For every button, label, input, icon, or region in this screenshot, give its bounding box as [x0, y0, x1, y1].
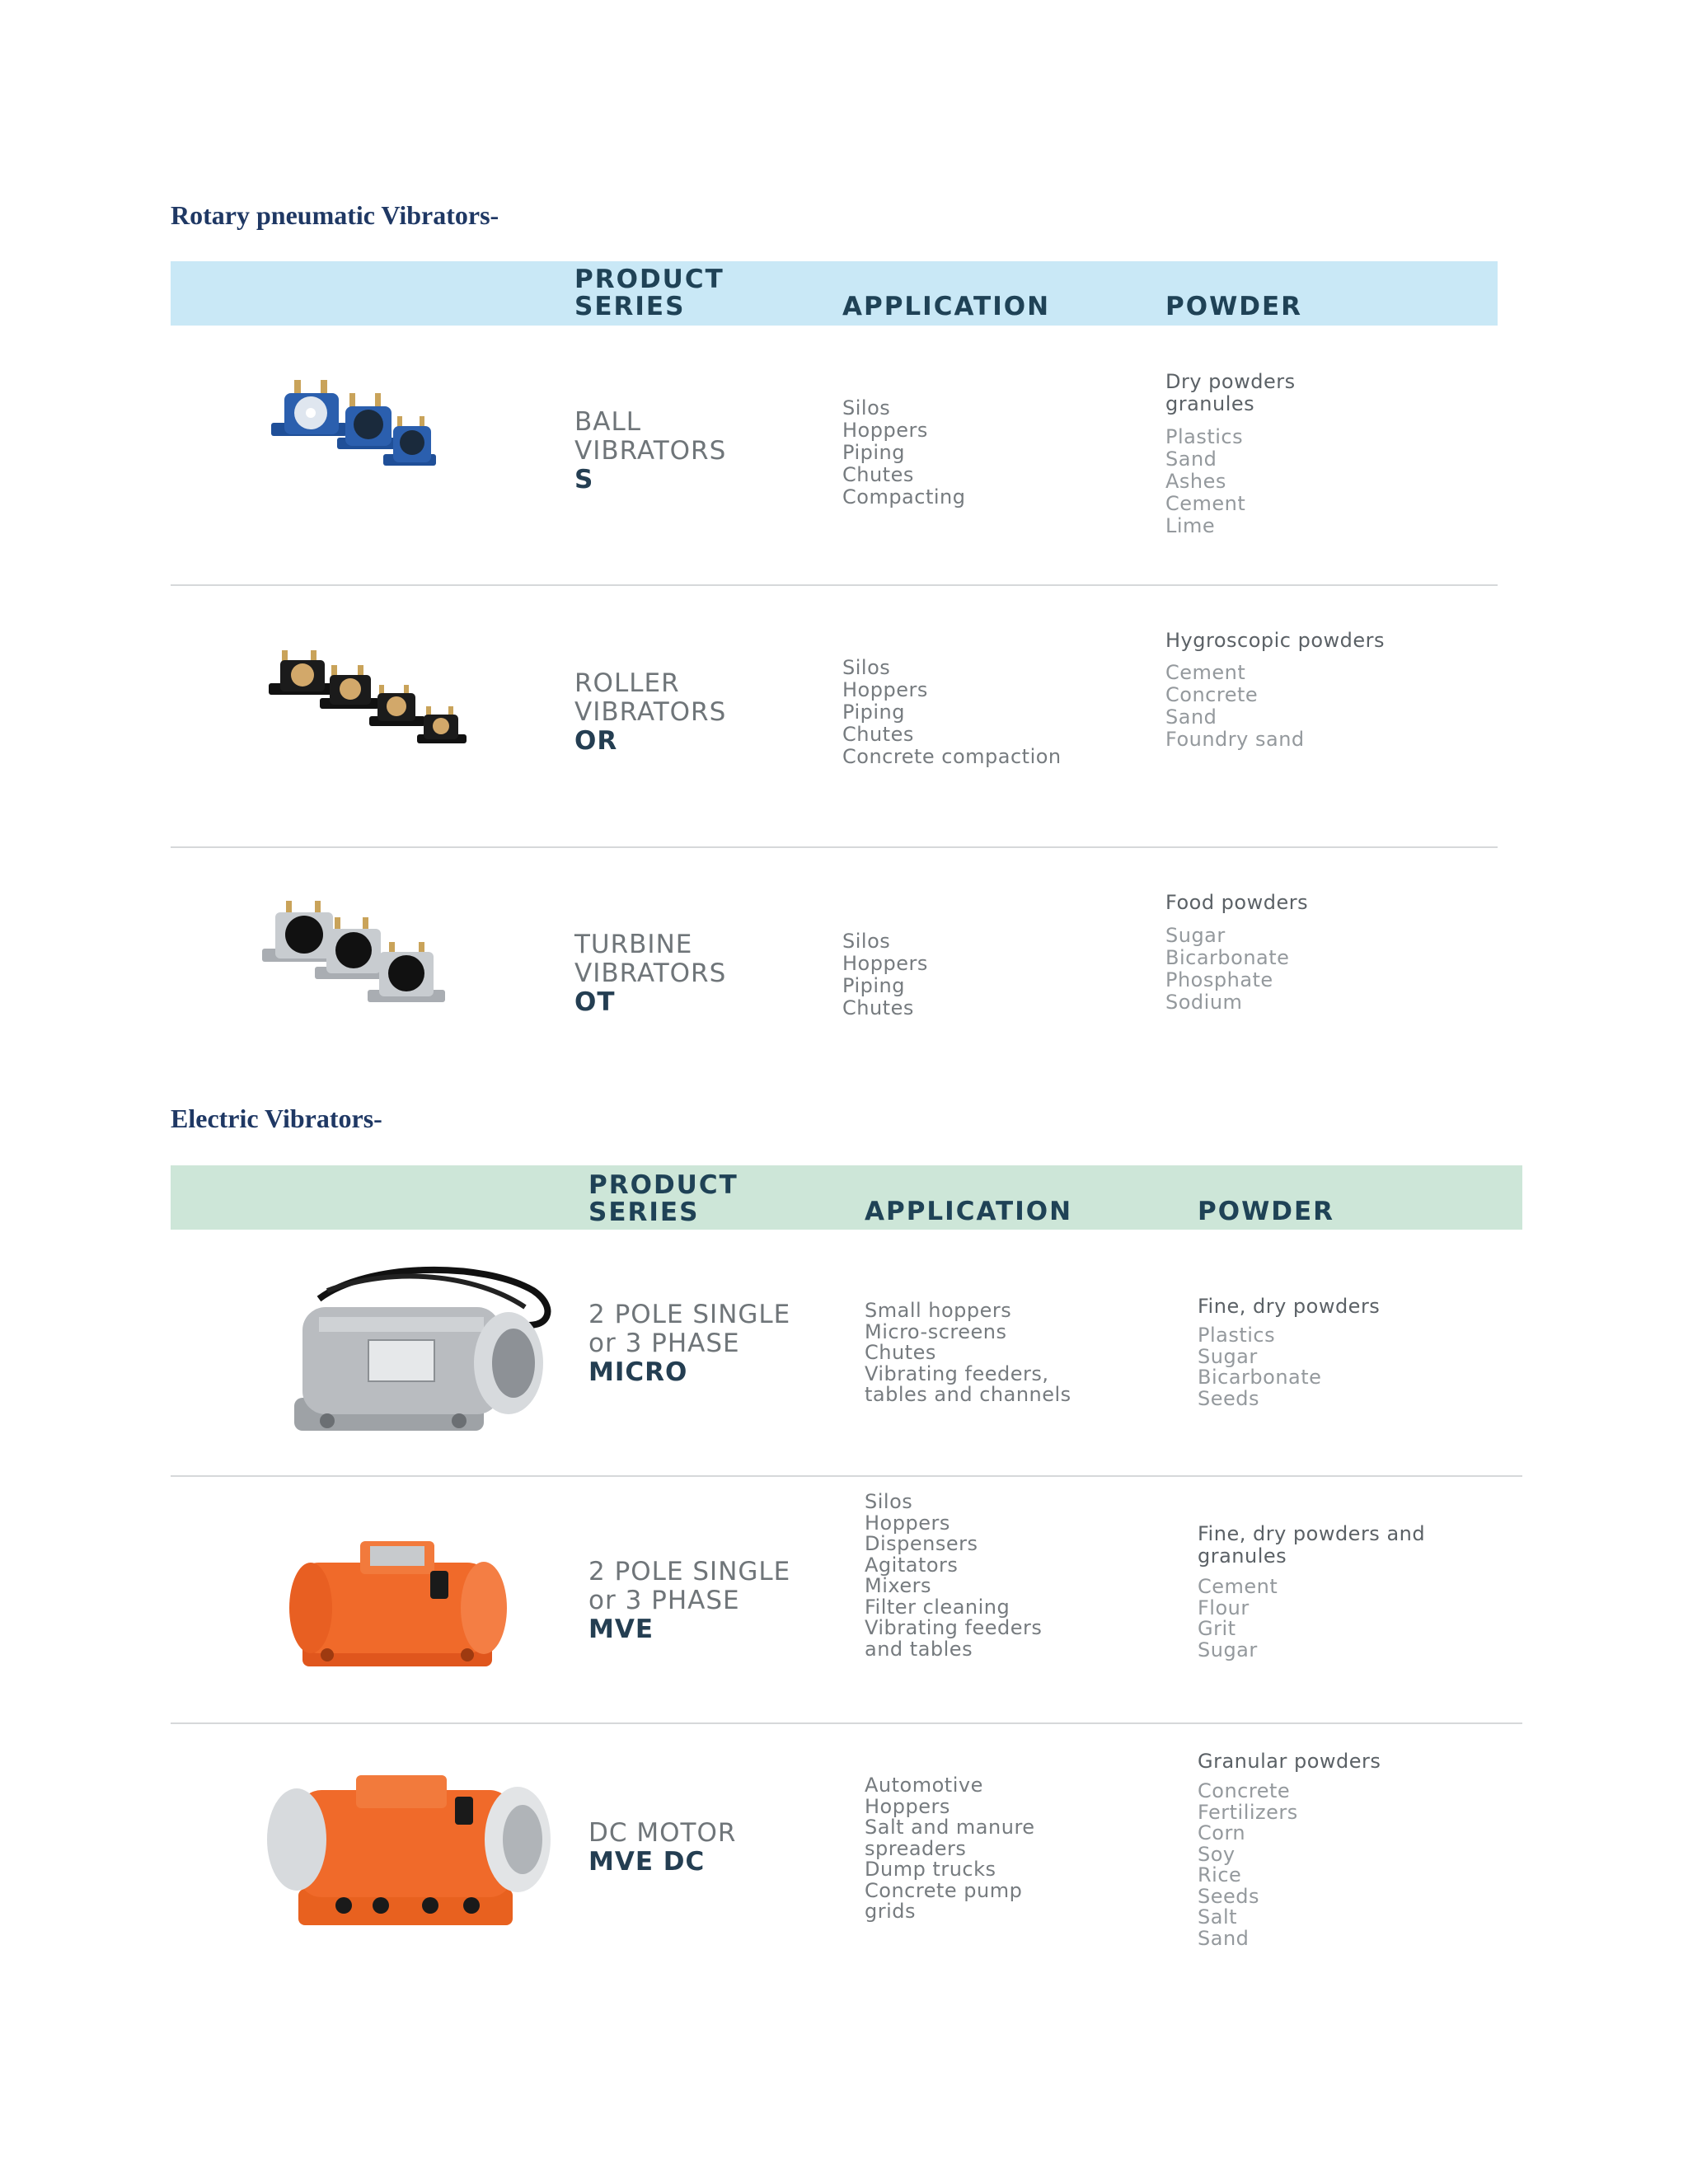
list-item: Chutes	[842, 723, 914, 746]
list-item: Soy	[1198, 1842, 1236, 1866]
list-item: Hoppers	[865, 1794, 950, 1818]
list-item: Flour	[1198, 1596, 1250, 1619]
series-line: VIBRATORS	[574, 697, 727, 727]
list-item: Sand	[1198, 1926, 1250, 1950]
list-item: Concrete	[1165, 683, 1259, 706]
series-roller-vibrators	[574, 669, 726, 756]
list-item: Bicarbonate	[1165, 946, 1290, 969]
application-list	[842, 657, 1062, 768]
list-item: Seeds	[1198, 1884, 1260, 1908]
list-item: Salt and manure	[865, 1816, 1035, 1839]
powder-list	[1165, 925, 1289, 1014]
ball-vibrators-photo	[261, 375, 443, 474]
application-list	[865, 1301, 1071, 1406]
list-item: Sand	[1165, 705, 1217, 729]
application-list	[842, 397, 965, 509]
header-application: APPLICATION	[842, 292, 1051, 321]
list-item: Concrete pump	[865, 1878, 1023, 1902]
header-product-series: PRODUCT SERIES	[588, 1170, 738, 1227]
table-row	[171, 326, 1498, 586]
list-item: Plastics	[1165, 425, 1244, 448]
table-row	[171, 848, 1498, 1071]
list-item: Sodium	[1165, 991, 1243, 1014]
list-item: Plastics	[1198, 1324, 1276, 1347]
application-list	[842, 930, 928, 1019]
rotary-table-header	[171, 261, 1498, 326]
list-item: Agitators	[865, 1553, 959, 1577]
list-item: Cement	[1165, 492, 1246, 515]
list-item: tables and channels	[865, 1383, 1071, 1406]
list-item: Sugar	[1198, 1638, 1258, 1661]
list-item: Sugar	[1198, 1344, 1258, 1368]
list-item: Sand	[1165, 448, 1217, 471]
series-code: OT	[574, 987, 616, 1017]
list-item: Bicarbonate	[1198, 1366, 1322, 1389]
powder-list	[1198, 1325, 1321, 1409]
series-line: TURBINE	[574, 930, 693, 959]
list-item: Hoppers	[842, 952, 928, 975]
powder-title: Dry powders granules	[1165, 370, 1296, 415]
list-item: Lime	[1165, 514, 1216, 537]
application-list	[865, 1492, 1042, 1660]
list-item: Grit	[1198, 1617, 1236, 1640]
list-item: Corn	[1198, 1821, 1246, 1844]
series-line: or 3 PHASE	[588, 1329, 740, 1358]
list-item: Piping	[842, 441, 905, 464]
list-item: Hoppers	[842, 419, 928, 442]
series-code: S	[574, 465, 594, 494]
list-item: Silos	[842, 656, 891, 679]
mve-dc-motor-photo	[265, 1757, 570, 1947]
list-item: Concrete	[1198, 1779, 1291, 1802]
powder-list	[1165, 426, 1245, 537]
header-product-series: PRODUCT SERIES	[574, 265, 724, 321]
list-item: Salt	[1198, 1905, 1238, 1929]
list-item: Seeds	[1198, 1386, 1260, 1410]
list-item: Dispensers	[865, 1532, 978, 1555]
list-item: Vibrating feeders	[865, 1616, 1043, 1639]
rotary-vibrators-table	[171, 261, 1498, 1085]
list-item: Chutes	[842, 463, 914, 486]
series-line: ROLLER	[574, 668, 680, 698]
micro-motor-photo	[270, 1266, 566, 1455]
roller-vibrators-photo	[265, 644, 467, 751]
rotary-section-heading: Rotary pneumatic Vibrators-	[171, 200, 499, 230]
table-row	[171, 586, 1498, 848]
list-item: Foundry sand	[1165, 728, 1305, 751]
series-turbine-vibrators	[574, 930, 726, 1017]
list-item: Chutes	[865, 1341, 936, 1364]
list-item: Hoppers	[865, 1511, 950, 1535]
series-code: MICRO	[588, 1357, 688, 1387]
series-code: OR	[574, 726, 618, 756]
series-code: MVE DC	[588, 1847, 706, 1877]
series-line: VIBRATORS	[574, 958, 727, 988]
list-item: Vibrating feeders,	[865, 1361, 1049, 1385]
electric-section-heading: Electric Vibrators-	[171, 1104, 382, 1133]
list-item: and tables	[865, 1637, 973, 1661]
list-item: Cement	[1198, 1575, 1278, 1598]
list-item: Small hoppers	[865, 1299, 1012, 1322]
powder-list	[1198, 1577, 1278, 1661]
list-item: Sugar	[1165, 924, 1226, 947]
powder-list	[1198, 1781, 1298, 1949]
table-row	[171, 1477, 1522, 1724]
list-item: Piping	[842, 701, 905, 724]
list-item: Mixers	[865, 1574, 931, 1597]
powder-title: Hygroscopic powders	[1165, 629, 1386, 652]
list-item: Compacting	[842, 485, 966, 509]
series-ball-vibrators	[574, 408, 726, 494]
list-item: Concrete compaction	[842, 745, 1062, 768]
series-mve	[588, 1558, 790, 1644]
application-list	[865, 1775, 1035, 1923]
series-line: or 3 PHASE	[588, 1586, 740, 1615]
powder-title: Food powders	[1165, 891, 1309, 914]
series-line: DC MOTOR	[588, 1818, 737, 1848]
powder-list	[1165, 662, 1305, 751]
list-item: Phosphate	[1165, 968, 1273, 991]
series-line: 2 POLE SINGLE	[588, 1300, 791, 1329]
list-item: Dump trucks	[865, 1858, 996, 1881]
table-row	[171, 1230, 1522, 1477]
list-item: grids	[865, 1900, 917, 1923]
list-item: Cement	[1165, 661, 1246, 684]
list-item: Filter cleaning	[865, 1595, 1010, 1619]
powder-title: Fine, dry powders	[1198, 1295, 1381, 1318]
series-line: VIBRATORS	[574, 436, 727, 466]
list-item: Silos	[865, 1490, 913, 1513]
list-item: Micro-screens	[865, 1319, 1007, 1343]
list-item: spreaders	[865, 1836, 967, 1860]
list-item: Automotive	[865, 1774, 983, 1797]
series-line: BALL	[574, 407, 642, 437]
list-item: Silos	[842, 396, 891, 419]
header-powder: POWDER	[1198, 1197, 1335, 1226]
series-micro	[588, 1301, 790, 1387]
mve-motor-photo	[278, 1521, 525, 1686]
table-row	[171, 1724, 1522, 1988]
list-item: Rice	[1198, 1863, 1242, 1886]
list-item: Fertilizers	[1198, 1800, 1298, 1824]
series-code: MVE	[588, 1615, 654, 1644]
series-line: 2 POLE SINGLE	[588, 1557, 791, 1586]
header-application: APPLICATION	[865, 1197, 1073, 1226]
turbine-vibrators-photo	[257, 896, 447, 1011]
list-item: Chutes	[842, 996, 914, 1019]
list-item: Piping	[842, 974, 905, 997]
list-item: Ashes	[1165, 470, 1226, 493]
powder-title: Granular powders	[1198, 1750, 1381, 1773]
electric-table-header	[171, 1165, 1522, 1230]
header-powder: POWDER	[1165, 292, 1303, 321]
list-item: Hoppers	[842, 678, 928, 701]
series-mve-dc	[588, 1819, 736, 1877]
electric-vibrators-table	[171, 1165, 1522, 1990]
list-item: Silos	[842, 930, 891, 953]
powder-title: Fine, dry powders and granules	[1198, 1522, 1426, 1568]
